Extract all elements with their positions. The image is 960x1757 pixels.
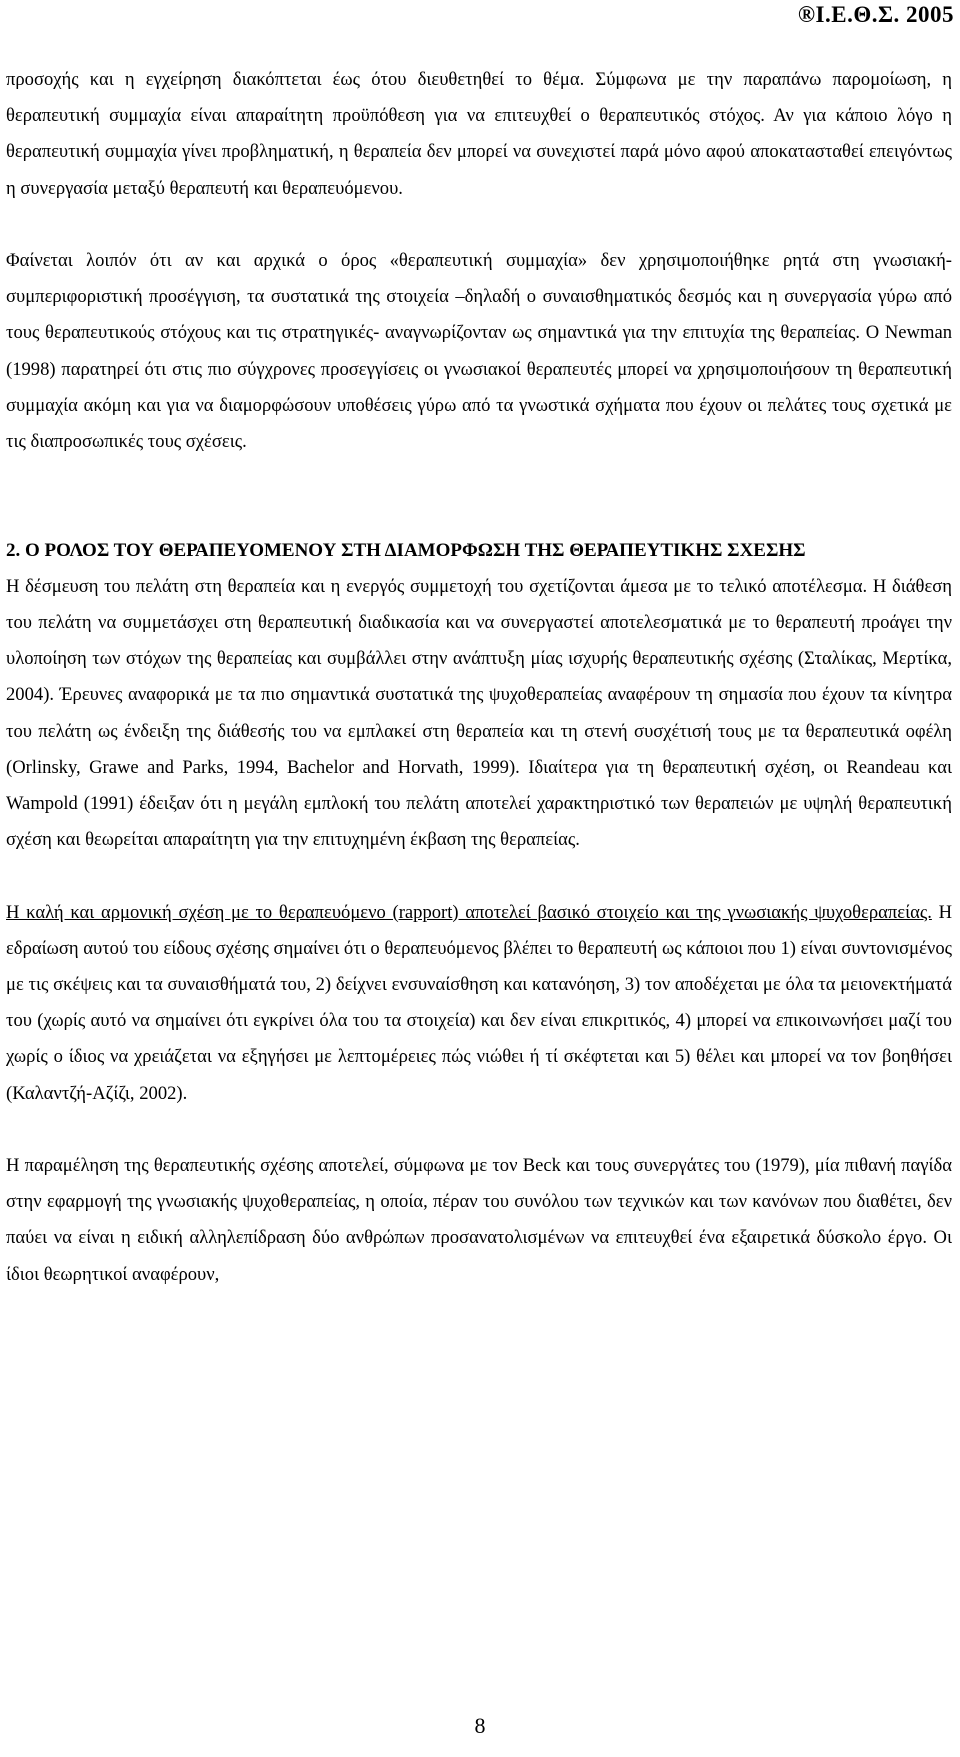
paragraph-3: Η δέσμευση του πελάτη στη θεραπεία και η ενεργός συμμετοχή του σχετίζονται άμεσα με το τελικό αποτέλεσμα. Η διάθεση του πελάτη να συμμετάσχει στη θεραπευτική διαδικασία και να συνεργαστεί αποτελεσματικά με το θεραπευτή προάγει την υλοποίηση των στόχων της θεραπείας και συμβάλλει στην ανάπτυξη μίας ισχυρής θεραπευτικής σχέσης (Σταλίκας, Μερτίκα, 2004). Έρευνες αναφορικά με τα πιο σημαντικά συστατικά της ψυχοθεραπείας αναφέρουν τη σημασία που έχουν τα κίνητρα του πελάτη ως ένδειξη της διάθεσής του να εμπλακεί στη θεραπεία και τη στενή συσχέτισή τους με τα θεραπευτικά οφέλη (Orlinsky, Grawe and Parks, 1994, Bachelor and Horvath, 1999). Ιδιαίτερα για τη θεραπευτική σχέση, οι Reandeau και Wampold (1991) έδειξαν ότι η μεγάλη εμπλοκή του πελάτη αποτελεί χαρακτηριστικό των θεραπειών με υψηλή θεραπευτική σχέση και θεωρείται απαραίτητη για την επιτυχημένη έκβαση της θεραπείας. xyxy=(6,575,952,851)
body-text xyxy=(6,62,952,1293)
paragraph-2: Φαίνεται λοιπόν ότι αν και αρχικά ο όρος «θεραπευτική συμμαχία» δεν χρησιμοποιήθηκε ρητά στη γνωσιακή-συμπεριφοριστική προσέγγιση, τα συστατικά της στοιχεία –δηλαδή ο συναισθηματικός δεσμός και η συνεργασία γύρω από τους θεραπευτικούς στόχους και τις στρατηγικές- αναγνωρίζονταν ως σημαντικά για την επιτυχία της θεραπείας. Ο Newman (1998) παρατηρεί ότι στις πιο σύγχρονες προσεγγίσεις οι γνωσιακοί θεραπευτές μπορεί να χρησιμοποιήσουν τη θεραπευτική συμμαχία ακόμη και για να διαμορφώσουν υποθέσεις γύρω από τα γνωστικά σχήματα που έχουν οι πελάτες τους σχετικά με τις διαπροσωπικές τους σχέσεις. xyxy=(6,250,952,453)
paragraph-spacer xyxy=(6,460,952,496)
page-number: 8 xyxy=(474,1713,486,1738)
paragraph-5: Η παραμέληση της θεραπευτικής σχέσης αποτελεί, σύμφωνα με τον Beck και τους συνεργάτες του (1979), μία πιθανή παγίδα στην εφαρμογή της γνωσιακής ψυχοθεραπείας, η οποία, πέραν του συνόλου των τεχνικών και των κανόνων που διαθέτει, δεν παύει να είναι η ειδική αλληλεπίδραση δύο ανθρώπων προσανατολισμένων να επιτευχθεί ένα εξαιρετικά δύσκολο έργο. Οι ίδιοι θεωρητικοί αναφέρουν, xyxy=(6,1155,952,1285)
running-header: ®Ι.Ε.Θ.Σ. 2005 xyxy=(797,2,954,27)
underlined-key-sentence: Η καλή και αρμονική σχέση με το θεραπευόμενο (rapport) αποτελεί βασικό στοιχείο και της γνωσιακής ψυχοθεραπείας. xyxy=(6,901,932,923)
paragraph-spacer xyxy=(6,858,952,894)
paragraph-spacer xyxy=(6,1112,952,1148)
paragraph-spacer xyxy=(6,207,952,243)
paragraph-4-continuation: Η εδραίωση αυτού του είδους σχέσης σημαίνει ότι ο θεραπευόμενος βλέπει το θεραπευτή ως κάποιοι που 1) είναι συντονισμένος με τις σκέψεις και τα συναισθήματά του, 2) δείχνει ενσυναίσθηση και κατανόηση, 3) τον αποδέχεται με όλα τα μειονεκτήματά του (χωρίς αυτό να σημαίνει ότι εγκρίνει όλα του τα στοιχεία) και δεν είναι επικριτικός, 4) μπορεί να επικοινωνήσει μαζί του χωρίς ο ίδιος να χρειάζεται να εξηγήσει με λεπτομέρειες πώς νιώθει ή τί σκέφτεται και 5) θέλει και μπορεί να τον βοηθήσει (Καλαντζή-Αζίζι, 2002). xyxy=(6,901,952,1104)
paragraph-spacer xyxy=(6,496,952,532)
section-heading: 2. Ο ΡΟΛΟΣ ΤΟΥ ΘΕΡΑΠΕΥΟΜΕΝΟΥ ΣΤΗ ΔΙΑΜΟΡΦΩΣΗ ΤΗΣ ΘΕΡΑΠΕΥΤΙΚΗΣ ΣΧΕΣΗΣ xyxy=(6,539,806,561)
paragraph-1: προσοχής και η εγχείρηση διακόπτεται έως ότου διευθετηθεί το θέμα. Σύμφωνα με την παραπάνω παρομοίωση, η θεραπευτική συμμαχία είναι απαραίτητη προϋπόθεση για να επιτευχθεί ο θεραπευτικός στόχος. Αν για κάποιο λόγο η θεραπευτική συμμαχία γίνει προβληματική, η θεραπεία δεν μπορεί να συνεχιστεί παρά μόνο αφού αποκατασταθεί επειγόντως η συνεργασία μεταξύ θεραπευτή και θεραπευόμενου. xyxy=(6,69,952,199)
paragraph-4 xyxy=(6,895,952,1112)
